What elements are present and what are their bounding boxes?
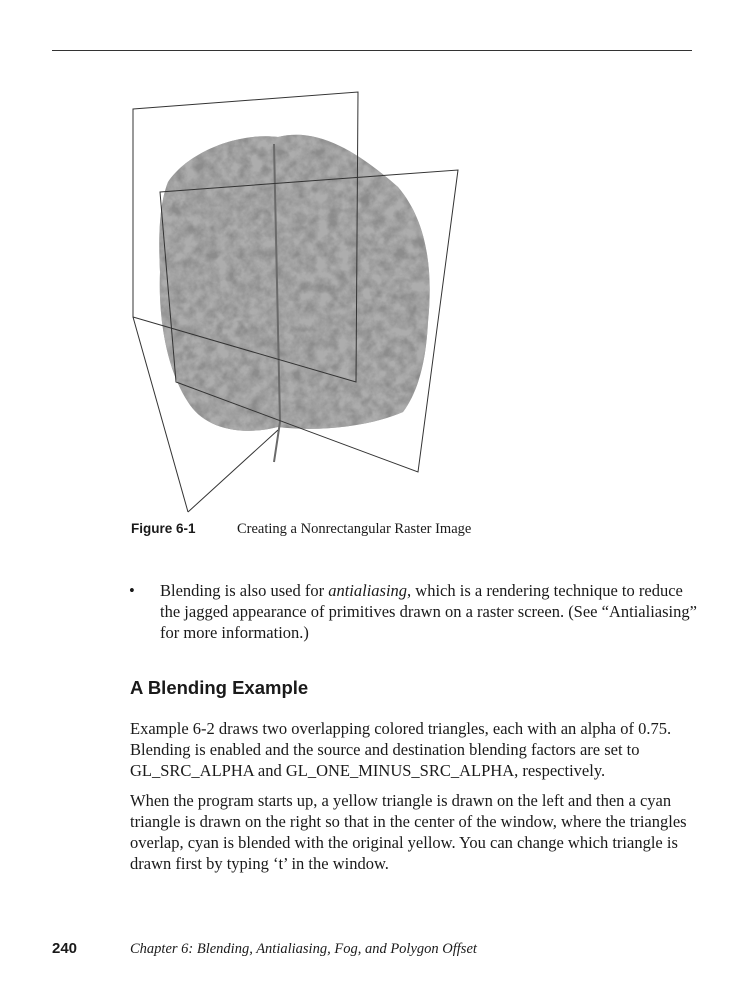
tree-foliage (128, 82, 468, 522)
top-rule (52, 50, 692, 51)
figure-caption-text: Creating a Nonrectangular Raster Image (237, 521, 472, 537)
running-head: Chapter 6: Blending, Antialiasing, Fog, and Polygon Offset (130, 941, 477, 957)
figure-caption (131, 521, 471, 538)
bullet-text: Blending is also used for antialiasing, which is a rendering technique to reduce the jagged appearance of primitives drawn on a raster screen. (See “Antialiasing” for more information.) (160, 581, 697, 642)
section-heading: A Blending Example (130, 677, 309, 698)
bullet-item (129, 580, 699, 643)
paragraph-1: Example 6-2 draws two overlapping colored triangles, each with an alpha of 0.75. Blending is enabled and the source and destination blending factors are set to GL_SRC_ALPHA and GL_ONE_MINUS_SRC_ALPHA, respectively. (130, 719, 672, 780)
figure-label: Figure 6-1 (131, 521, 196, 536)
figure-6-1-image (128, 82, 468, 522)
paragraph-2: When the program starts up, a yellow triangle is drawn on the left and then a cyan triangle is drawn on the right so that in the center of the window, where the triangles overlap, cyan is blended with the original yellow. You can change which triangle is drawn first by typing ‘t’ in the window. (130, 791, 687, 873)
bullet-term: antialiasing (328, 581, 408, 600)
bullet-dot: • (129, 581, 135, 600)
page-number: 240 (52, 940, 78, 957)
